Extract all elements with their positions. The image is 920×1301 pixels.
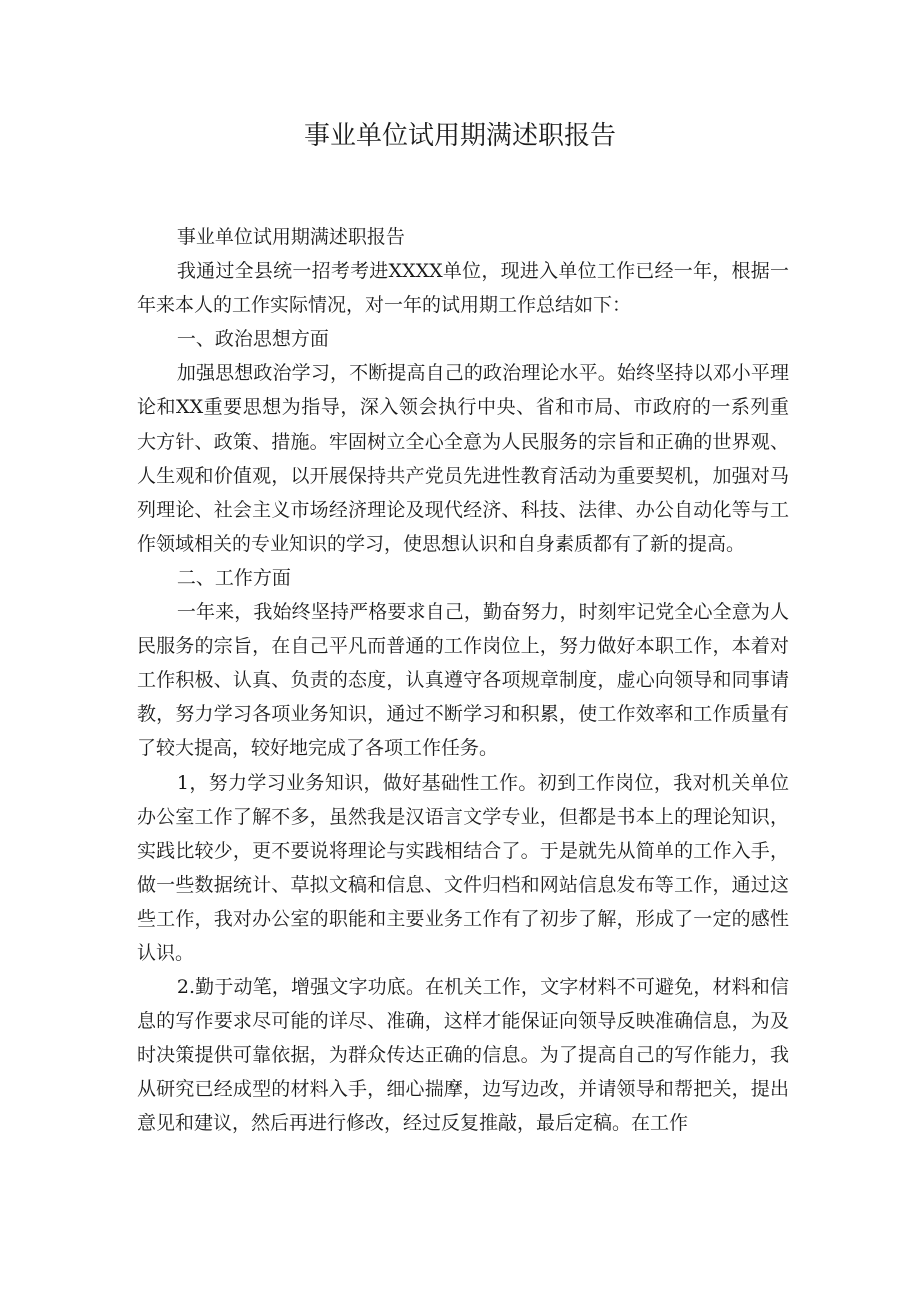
paragraph-subtitle: 事业单位试用期满述职报告 <box>176 226 405 248</box>
paragraph-item-2: 2.勤于动笔，增强文字功底。在机关工作，文字材料不可避免，材料和信息的写作要求尽可能的详尽、准确，这样才能保证向领导反映准确信息，为及时决策提供可靠依据，为群众传达正确的信息。为了提高自己的写作能力，我从研究已经成型的材料入手，细心揣摩，边写边改，并请领导和帮把关，提出意见和建议，然后再进行修改，经过反复推敲，最后定稿。在工作 <box>137 976 789 1135</box>
paragraph-politics: 加强思想政治学习，不断提高自己的政治理论水平。始终坚持以邓小平理论和XX重要思想为指导，深入领会执行中央、省和市局、市政府的一系列重大方针、政策、措施。牢固树立全心全意为人民服务的宗旨和正确的世界观、人生观和价值观，以开展保持共产党员先进性教育活动为重要契机，加强对马列理论、社会主义市场经济理论及现代经济、科技、法律、办公自动化等与工作领域相关的专业知识的学习，使思想认识和自身素质都有了新的提高。 <box>137 362 789 555</box>
document-title: 事业单位试用期满述职报告 <box>303 121 616 151</box>
paragraph-intro: 我通过全县统一招考考进XXXX单位，现进入单位工作已经一年，根据一年来本人的工作实际情况，对一年的试用期工作总结如下： <box>137 260 789 317</box>
section-heading-work: 二、工作方面 <box>176 566 291 589</box>
paragraph-item-1: 1，努力学习业务知识，做好基础性工作。初到工作岗位，我对机关单位办公室工作了解不多，虽然我是汉语言文学专业，但都是书本上的理论知识，实践比较少，更不要说将理论与实践相结合了。于是就先从简单的工作入手，做一些数据统计、草拟文稿和信息、文件归档和网站信息发布等工作，通过这些工作，我对办公室的职能和主要业务工作有了初步了解，形成了一定的感性认识。 <box>137 771 789 964</box>
paragraph-work: 一年来，我始终坚持严格要求自己，勤奋努力，时刻牢记党全心全意为人民服务的宗旨，在自己平凡而普通的工作岗位上，努力做好本职工作，本着对工作积极、认真、负责的态度，认真遵守各项规章制度，虚心向领导和同事请教，努力学习各项业务知识，通过不断学习和积累，使工作效率和工作质量有了较大提高，较好地完成了各项工作任务。 <box>137 601 789 760</box>
section-heading-politics: 一、政治思想方面 <box>176 328 329 351</box>
document-body <box>137 220 789 1141</box>
